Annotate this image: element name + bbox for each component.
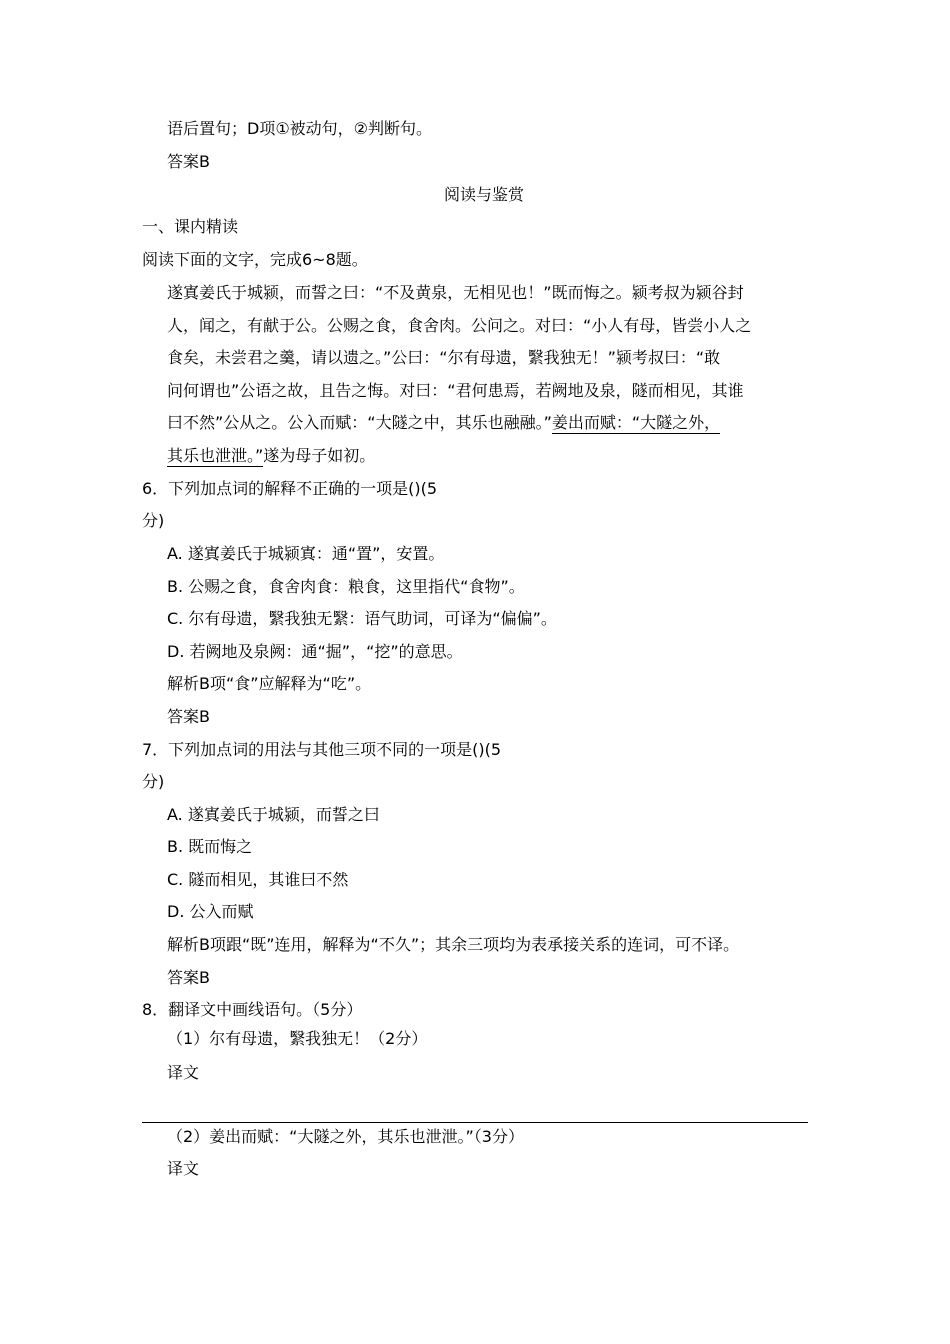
passage-line: 遂寘姜氏于城颍，而誓之曰：“不及黄泉，无相见也！”既而悔之。颍考叔为颍谷封 xyxy=(167,283,744,302)
question-stem-cont: 分) xyxy=(142,511,165,530)
answer-label: 答案B xyxy=(167,968,210,987)
instruction: 阅读下面的文字，完成6~8题。 xyxy=(142,250,368,269)
answer-line xyxy=(142,1122,808,1123)
analysis: 解析B项“食”应解释为“吃”。 xyxy=(167,674,372,693)
passage-text: 曰不然”公从之。公入而赋：“大隧之中，其乐也融融。” xyxy=(167,413,552,432)
part-heading: 一、课内精读 xyxy=(142,217,239,236)
question-stem: 8．翻译文中画线语句。（5分） xyxy=(142,1000,363,1019)
translation-label: 译文 xyxy=(167,1063,200,1082)
section-title: 阅读与鉴赏 xyxy=(444,185,525,204)
question-stem: 6．下列加点词的解释不正确的一项是()(5 xyxy=(142,479,438,498)
question-stem: 7．下列加点词的用法与其他三项不同的一项是()(5 xyxy=(142,740,502,759)
underlined-sentence: 姜出而赋：“大隧之外， xyxy=(551,413,721,432)
sub-question-2: （2）姜出而赋：“大隧之外，其乐也泄泄。”（3分） xyxy=(167,1127,524,1146)
passage-line xyxy=(167,412,720,434)
answer-label: 答案B xyxy=(167,152,210,171)
option-c: C. 尔有母遗，繄我独无繄：语气助词，可译为“偏偏”。 xyxy=(167,609,557,628)
option-c: C. 隧而相见，其谁曰不然 xyxy=(167,870,349,889)
question-stem-cont: 分) xyxy=(142,772,165,791)
passage-line: 人，闻之，有献于公。公赐之食，食舍肉。公问之。对曰：“小人有母，皆尝小人之 xyxy=(167,316,752,335)
option-b: B. 既而悔之 xyxy=(167,837,253,856)
passage-line: 问何谓也”公语之故，且告之悔。对曰：“君何患焉，若阙地及泉，隧而相见，其谁 xyxy=(167,381,744,400)
option-a: A. 遂寘姜氏于城颍，而誓之曰 xyxy=(167,805,380,824)
passage-line xyxy=(167,445,375,467)
passage-text: 遂为母子如初。 xyxy=(263,446,376,465)
translation-label: 译文 xyxy=(167,1159,200,1178)
passage-line: 食矣，未尝君之羹，请以遗之。”公曰：“尔有母遗，繄我独无！”颍考叔曰：“敢 xyxy=(167,348,721,367)
option-b: B. 公赐之食，食舍肉食：粮食，这里指代“食物”。 xyxy=(167,577,525,596)
answer-label: 答案B xyxy=(167,707,210,726)
analysis: 解析B项跟“既”连用，解释为“不久”；其余三项均为表承接关系的连词，可不译。 xyxy=(167,935,740,954)
continued-text: 语后置句；D项①被动句，②判断句。 xyxy=(167,119,433,138)
option-d: D. 公入而赋 xyxy=(167,902,254,921)
option-a: A. 遂寘姜氏于城颍寘：通“置”，安置。 xyxy=(167,544,445,563)
sub-question-1: （1）尔有母遗，繄我独无！（2分） xyxy=(167,1029,428,1048)
option-d: D. 若阙地及泉阙：通“掘”，“挖”的意思。 xyxy=(167,642,463,661)
underlined-sentence: 其乐也泄泄。” xyxy=(167,446,264,465)
